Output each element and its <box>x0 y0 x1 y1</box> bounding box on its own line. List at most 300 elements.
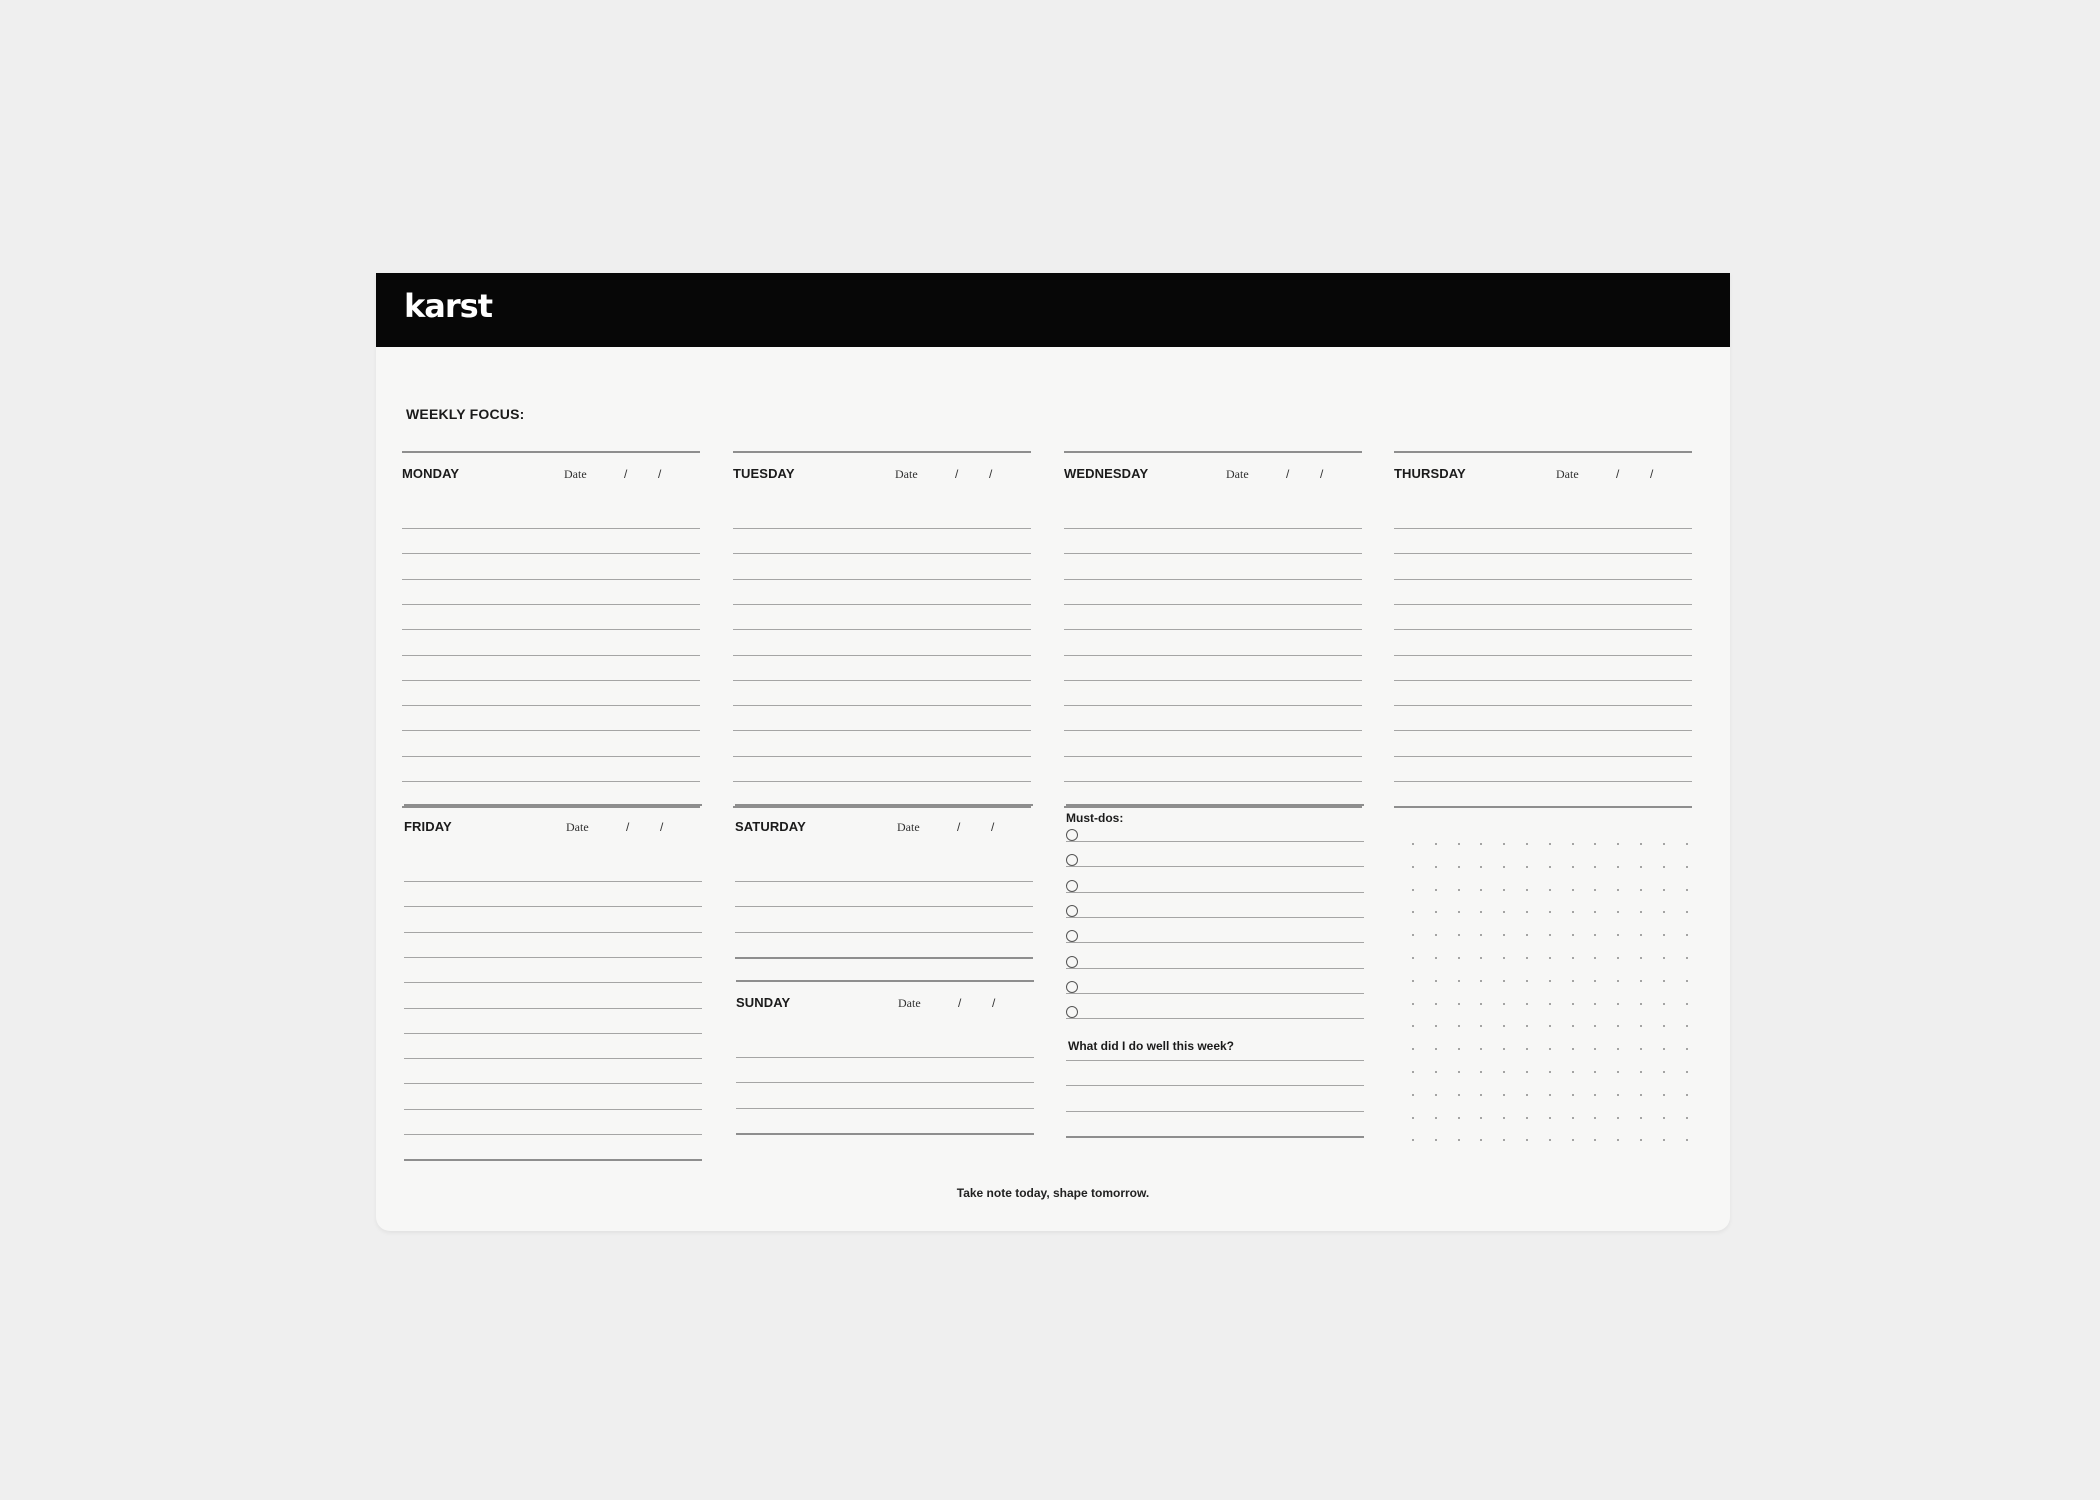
grid-dot <box>1503 1025 1505 1027</box>
writing-line <box>402 604 700 605</box>
grid-dot <box>1458 1139 1460 1141</box>
grid-dot <box>1594 1071 1596 1073</box>
day-top-rule <box>735 804 1033 806</box>
grid-dot <box>1412 866 1414 868</box>
must-do-line <box>1066 892 1364 893</box>
writing-line <box>1394 579 1692 580</box>
tagline: Take note today, shape tomorrow. <box>956 1186 1150 1200</box>
grid-dot <box>1594 1025 1596 1027</box>
grid-dot <box>1503 934 1505 936</box>
checkbox-circle-icon[interactable] <box>1066 905 1078 917</box>
writing-line <box>736 1108 1034 1109</box>
grid-dot <box>1663 1048 1665 1050</box>
date-slash: / <box>1286 467 1290 481</box>
writing-line <box>404 1109 702 1110</box>
grid-dot <box>1640 843 1642 845</box>
grid-dot <box>1572 911 1574 913</box>
grid-dot <box>1526 1048 1528 1050</box>
grid-dot <box>1640 1094 1642 1096</box>
grid-dot <box>1412 957 1414 959</box>
grid-dot <box>1640 911 1642 913</box>
grid-dot <box>1480 1094 1482 1096</box>
grid-dot <box>1663 934 1665 936</box>
grid-dot <box>1686 1048 1688 1050</box>
must-do-line <box>1066 942 1364 943</box>
date-label: Date <box>1556 467 1579 481</box>
grid-dot <box>1503 1094 1505 1096</box>
grid-dot <box>1663 980 1665 982</box>
writing-line <box>402 806 700 808</box>
grid-dot <box>1572 1003 1574 1005</box>
checkbox-circle-icon[interactable] <box>1066 956 1078 968</box>
grid-dot <box>1503 911 1505 913</box>
grid-dot <box>1503 980 1505 982</box>
grid-dot <box>1594 934 1596 936</box>
date-slashes <box>958 996 1026 1010</box>
grid-dot <box>1617 911 1619 913</box>
grid-dot <box>1549 1048 1551 1050</box>
grid-dot <box>1640 1071 1642 1073</box>
day-top-rule <box>1394 451 1692 453</box>
dot-grid <box>1412 843 1692 1143</box>
grid-dot <box>1572 1048 1574 1050</box>
writing-line <box>733 756 1031 757</box>
writing-line <box>1064 781 1362 782</box>
grid-dot <box>1640 934 1642 936</box>
grid-dot <box>1549 1003 1551 1005</box>
grid-dot <box>1572 1025 1574 1027</box>
writing-line <box>404 881 702 882</box>
grid-dot <box>1480 957 1482 959</box>
writing-line <box>1064 730 1362 731</box>
grid-dot <box>1458 1094 1460 1096</box>
must-dos-top-rule <box>1066 804 1364 806</box>
grid-dot <box>1572 866 1574 868</box>
grid-dot <box>1572 934 1574 936</box>
writing-line <box>1394 730 1692 731</box>
grid-dot <box>1458 889 1460 891</box>
grid-dot <box>1640 1003 1642 1005</box>
weekly-focus-label: WEEKLY FOCUS: <box>406 406 525 422</box>
date-slash: / <box>1650 467 1654 481</box>
day-top-rule <box>736 980 1034 982</box>
date-slashes <box>1286 467 1354 481</box>
writing-line <box>1394 781 1692 782</box>
grid-dot <box>1503 1071 1505 1073</box>
date-slash: / <box>1616 467 1620 481</box>
writing-line <box>1064 579 1362 580</box>
grid-dot <box>1572 957 1574 959</box>
writing-line <box>735 932 1033 933</box>
date-label: Date <box>564 467 587 481</box>
writing-line <box>1394 655 1692 656</box>
date-slashes <box>624 467 692 481</box>
grid-dot <box>1640 889 1642 891</box>
grid-dot <box>1640 1139 1642 1141</box>
grid-dot <box>1617 1003 1619 1005</box>
grid-dot <box>1458 1025 1460 1027</box>
checkbox-circle-icon[interactable] <box>1066 930 1078 942</box>
grid-dot <box>1412 843 1414 845</box>
grid-dot <box>1594 1117 1596 1119</box>
grid-dot <box>1640 980 1642 982</box>
grid-dot <box>1572 1071 1574 1073</box>
must-do-line <box>1066 917 1364 918</box>
grid-dot <box>1663 1117 1665 1119</box>
grid-dot <box>1549 1117 1551 1119</box>
grid-dot <box>1458 1003 1460 1005</box>
reflection-line <box>1066 1060 1364 1061</box>
grid-dot <box>1663 1094 1665 1096</box>
grid-dot <box>1526 1139 1528 1141</box>
writing-line <box>404 1058 702 1059</box>
writing-line <box>733 553 1031 554</box>
brand-logo: karst <box>404 287 492 325</box>
grid-dot <box>1594 889 1596 891</box>
day-top-rule <box>402 451 700 453</box>
writing-line <box>735 957 1033 959</box>
grid-dot <box>1617 957 1619 959</box>
writing-line <box>402 781 700 782</box>
writing-line <box>1064 756 1362 757</box>
date-slash: / <box>992 996 996 1010</box>
checkbox-circle-icon[interactable] <box>1066 1006 1078 1018</box>
writing-line <box>404 1008 702 1009</box>
day-name: THURSDAY <box>1394 466 1466 481</box>
date-slash: / <box>989 467 993 481</box>
reflection-line <box>1066 1111 1364 1112</box>
grid-dot <box>1526 843 1528 845</box>
must-do-line <box>1066 993 1364 994</box>
grid-dot <box>1526 911 1528 913</box>
grid-dot <box>1686 1071 1688 1073</box>
writing-line <box>736 1082 1034 1083</box>
grid-dot <box>1663 1003 1665 1005</box>
writing-line <box>404 932 702 933</box>
date-slash: / <box>626 820 630 834</box>
grid-dot <box>1617 866 1619 868</box>
writing-line <box>1394 705 1692 706</box>
grid-dot <box>1640 957 1642 959</box>
writing-line <box>1064 655 1362 656</box>
grid-dot <box>1549 1071 1551 1073</box>
grid-dot <box>1412 934 1414 936</box>
day-name: WEDNESDAY <box>1064 466 1149 481</box>
date-slash: / <box>955 467 959 481</box>
writing-line <box>402 528 700 529</box>
grid-dot <box>1617 980 1619 982</box>
grid-dot <box>1480 843 1482 845</box>
grid-dot <box>1572 889 1574 891</box>
day-top-rule <box>733 451 1031 453</box>
grid-dot <box>1435 1139 1437 1141</box>
grid-dot <box>1549 889 1551 891</box>
grid-dot <box>1458 957 1460 959</box>
grid-dot <box>1663 957 1665 959</box>
reflection-line <box>1066 1136 1364 1138</box>
date-label: Date <box>566 820 589 834</box>
grid-dot <box>1435 957 1437 959</box>
writing-line <box>1394 680 1692 681</box>
date-slash: / <box>660 820 664 834</box>
grid-dot <box>1435 889 1437 891</box>
grid-dot <box>1480 1139 1482 1141</box>
grid-dot <box>1686 934 1688 936</box>
grid-dot <box>1526 1117 1528 1119</box>
must-do-line <box>1066 968 1364 969</box>
grid-dot <box>1435 1003 1437 1005</box>
date-label: Date <box>895 467 918 481</box>
grid-dot <box>1572 843 1574 845</box>
grid-dot <box>1594 843 1596 845</box>
grid-dot <box>1549 980 1551 982</box>
grid-dot <box>1640 1117 1642 1119</box>
writing-line <box>404 982 702 983</box>
planner-pad <box>376 273 1730 1231</box>
writing-line <box>404 1134 702 1135</box>
grid-dot <box>1617 1071 1619 1073</box>
writing-line <box>733 705 1031 706</box>
grid-dot <box>1663 1139 1665 1141</box>
grid-dot <box>1503 957 1505 959</box>
grid-dot <box>1503 1139 1505 1141</box>
grid-dot <box>1503 1117 1505 1119</box>
grid-dot <box>1503 889 1505 891</box>
grid-dot <box>1526 889 1528 891</box>
date-slashes <box>955 467 1023 481</box>
writing-line <box>733 629 1031 630</box>
grid-dot <box>1594 980 1596 982</box>
day-name: TUESDAY <box>733 466 795 481</box>
grid-dot <box>1435 980 1437 982</box>
writing-line <box>733 781 1031 782</box>
grid-dot <box>1594 957 1596 959</box>
grid-dot <box>1412 1025 1414 1027</box>
grid-dot <box>1572 1139 1574 1141</box>
date-slash: / <box>957 820 961 834</box>
writing-line <box>733 579 1031 580</box>
grid-dot <box>1686 1094 1688 1096</box>
grid-dot <box>1686 1003 1688 1005</box>
grid-dot <box>1572 1117 1574 1119</box>
grid-dot <box>1503 843 1505 845</box>
writing-line <box>736 1057 1034 1058</box>
grid-dot <box>1435 843 1437 845</box>
grid-dot <box>1458 1071 1460 1073</box>
grid-dot <box>1435 1048 1437 1050</box>
writing-line <box>736 1133 1034 1135</box>
grid-dot <box>1480 1117 1482 1119</box>
grid-dot <box>1526 934 1528 936</box>
grid-dot <box>1617 1025 1619 1027</box>
writing-line <box>733 655 1031 656</box>
grid-dot <box>1435 866 1437 868</box>
grid-dot <box>1480 1071 1482 1073</box>
day-top-rule <box>404 804 702 806</box>
writing-line <box>1394 528 1692 529</box>
day-name: FRIDAY <box>404 819 452 834</box>
grid-dot <box>1412 1117 1414 1119</box>
grid-dot <box>1526 1003 1528 1005</box>
grid-dot <box>1526 980 1528 982</box>
grid-dot <box>1412 1139 1414 1141</box>
grid-dot <box>1412 1003 1414 1005</box>
grid-dot <box>1458 866 1460 868</box>
grid-dot <box>1594 1139 1596 1141</box>
writing-line <box>404 957 702 958</box>
grid-dot <box>1663 889 1665 891</box>
grid-dot <box>1480 911 1482 913</box>
grid-dot <box>1594 911 1596 913</box>
grid-dot <box>1663 843 1665 845</box>
must-dos-label: Must-dos: <box>1066 811 1124 825</box>
grid-dot <box>1686 889 1688 891</box>
grid-dot <box>1458 911 1460 913</box>
date-label: Date <box>897 820 920 834</box>
writing-line <box>1394 553 1692 554</box>
writing-line <box>404 1159 702 1161</box>
writing-line <box>1064 806 1362 808</box>
grid-dot <box>1663 911 1665 913</box>
writing-line <box>402 579 700 580</box>
grid-dot <box>1435 1071 1437 1073</box>
date-label: Date <box>1226 467 1249 481</box>
grid-dot <box>1412 1094 1414 1096</box>
grid-dot <box>1594 1003 1596 1005</box>
grid-dot <box>1480 1048 1482 1050</box>
writing-line <box>402 553 700 554</box>
date-slashes <box>626 820 694 834</box>
grid-dot <box>1594 1048 1596 1050</box>
grid-dot <box>1549 957 1551 959</box>
grid-dot <box>1480 980 1482 982</box>
grid-dot <box>1480 1025 1482 1027</box>
writing-line <box>1064 553 1362 554</box>
grid-dot <box>1503 1048 1505 1050</box>
date-label: Date <box>898 996 921 1010</box>
writing-line <box>1394 756 1692 757</box>
writing-line <box>404 906 702 907</box>
date-slash: / <box>958 996 962 1010</box>
grid-dot <box>1686 957 1688 959</box>
reflection-line <box>1066 1085 1364 1086</box>
grid-dot <box>1480 866 1482 868</box>
writing-line <box>1064 680 1362 681</box>
grid-dot <box>1640 1048 1642 1050</box>
day-name: MONDAY <box>402 466 460 481</box>
writing-line <box>1394 806 1692 808</box>
must-do-line <box>1066 866 1364 867</box>
writing-line <box>733 806 1031 808</box>
checkbox-circle-icon[interactable] <box>1066 880 1078 892</box>
writing-line <box>402 730 700 731</box>
grid-dot <box>1549 866 1551 868</box>
writing-line <box>402 655 700 656</box>
grid-dot <box>1526 866 1528 868</box>
checkbox-circle-icon[interactable] <box>1066 829 1078 841</box>
writing-line <box>402 705 700 706</box>
grid-dot <box>1549 911 1551 913</box>
writing-line <box>402 756 700 757</box>
writing-line <box>1394 604 1692 605</box>
grid-dot <box>1412 980 1414 982</box>
grid-dot <box>1435 911 1437 913</box>
grid-dot <box>1435 1025 1437 1027</box>
grid-dot <box>1480 1003 1482 1005</box>
grid-dot <box>1549 1094 1551 1096</box>
grid-dot <box>1458 843 1460 845</box>
date-slash: / <box>1320 467 1324 481</box>
writing-line <box>1064 705 1362 706</box>
grid-dot <box>1572 1094 1574 1096</box>
writing-line <box>1394 629 1692 630</box>
writing-line <box>735 906 1033 907</box>
grid-dot <box>1640 1025 1642 1027</box>
grid-dot <box>1640 866 1642 868</box>
grid-dot <box>1412 1071 1414 1073</box>
grid-dot <box>1617 934 1619 936</box>
grid-dot <box>1412 889 1414 891</box>
reflection-label: What did I do well this week? <box>1068 1039 1235 1053</box>
checkbox-circle-icon[interactable] <box>1066 854 1078 866</box>
grid-dot <box>1503 1003 1505 1005</box>
writing-line <box>1064 629 1362 630</box>
day-name: SATURDAY <box>735 819 806 834</box>
grid-dot <box>1617 889 1619 891</box>
grid-dot <box>1503 866 1505 868</box>
date-slash: / <box>658 467 662 481</box>
grid-dot <box>1549 1139 1551 1141</box>
grid-dot <box>1526 1025 1528 1027</box>
day-top-rule <box>1064 451 1362 453</box>
grid-dot <box>1686 843 1688 845</box>
grid-dot <box>1435 934 1437 936</box>
grid-dot <box>1549 843 1551 845</box>
grid-dot <box>1480 889 1482 891</box>
header-bar <box>376 273 1730 347</box>
grid-dot <box>1549 934 1551 936</box>
grid-dot <box>1617 1139 1619 1141</box>
date-slashes <box>1616 467 1684 481</box>
grid-dot <box>1594 1094 1596 1096</box>
writing-line <box>733 604 1031 605</box>
grid-dot <box>1526 1094 1528 1096</box>
must-do-line <box>1066 841 1364 842</box>
grid-dot <box>1412 911 1414 913</box>
date-slash: / <box>624 467 628 481</box>
checkbox-circle-icon[interactable] <box>1066 981 1078 993</box>
writing-line <box>402 629 700 630</box>
grid-dot <box>1686 1139 1688 1141</box>
grid-dot <box>1572 980 1574 982</box>
grid-dot <box>1686 980 1688 982</box>
grid-dot <box>1526 1071 1528 1073</box>
grid-dot <box>1458 934 1460 936</box>
writing-line <box>404 1033 702 1034</box>
writing-line <box>733 528 1031 529</box>
writing-line <box>402 680 700 681</box>
grid-dot <box>1458 1117 1460 1119</box>
date-slashes <box>957 820 1025 834</box>
writing-line <box>1064 604 1362 605</box>
grid-dot <box>1663 1025 1665 1027</box>
grid-dot <box>1458 980 1460 982</box>
grid-dot <box>1663 866 1665 868</box>
grid-dot <box>1617 843 1619 845</box>
grid-dot <box>1526 957 1528 959</box>
day-name: SUNDAY <box>736 995 791 1010</box>
writing-line <box>1064 528 1362 529</box>
